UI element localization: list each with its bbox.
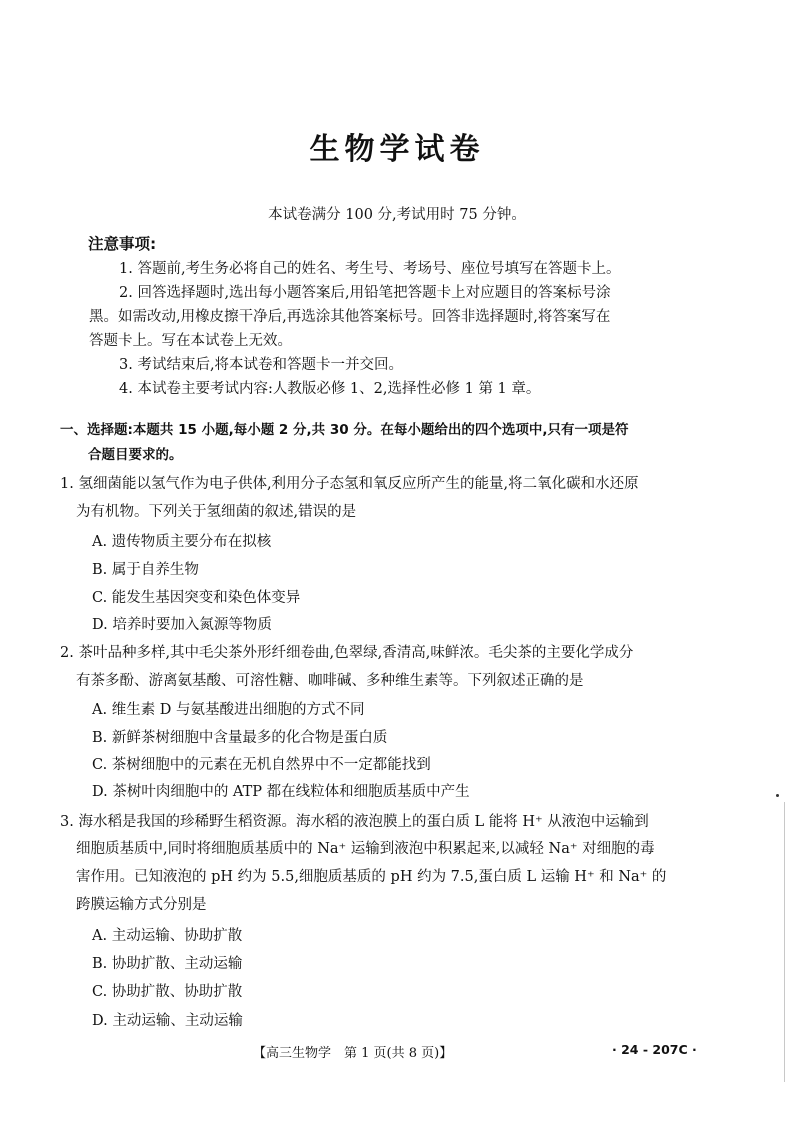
notice-line-6: 4. 本试卷主要考试内容:人教版必修 1、2,选择性必修 1 第 1 章。	[119, 381, 541, 397]
question-stem: 细胞质基质中,同时将细胞质基质中的 Na⁺ 运输到液泡中积累起来,以减轻 Na⁺ 对细胞的毒	[76, 841, 655, 857]
notice-heading: 注意事项:	[88, 235, 157, 253]
option-a: A. 遗传物质主要分布在拟核	[92, 534, 272, 550]
page-footer: 【高三生物学 第 1 页(共 8 页)】	[253, 1046, 453, 1061]
question-stem: 为有机物。下列关于氢细菌的叙述,错误的是	[76, 504, 357, 520]
question-stem: 跨膜运输方式分别是	[76, 897, 207, 913]
option-a: A. 维生素 D 与氨基酸进出细胞的方式不同	[92, 702, 365, 718]
option-c: C. 茶树细胞中的元素在无机自然界中不一定都能找到	[92, 757, 431, 773]
section-heading: 一、选择题:本题共 15 小题,每小题 2 分,共 30 分。在每小题给出的四个选项中,只有一项是符	[60, 422, 629, 438]
exam-code: · 24 - 207C ·	[612, 1042, 697, 1057]
option-d: D. 培养时要加入氮源等物质	[92, 617, 272, 633]
question-stem: 1. 氢细菌能以氢气作为电子供体,利用分子态氢和氧反应所产生的能量,将二氧化碳和水还原	[60, 476, 639, 492]
option-b: B. 属于自养生物	[92, 562, 199, 578]
option-c: C. 协助扩散、协助扩散	[92, 984, 243, 1000]
option-b: B. 新鲜茶树细胞中含量最多的化合物是蛋白质	[92, 730, 388, 746]
notice-line-4: 答题卡上。写在本试卷上无效。	[89, 333, 292, 349]
option-b: B. 协助扩散、主动运输	[92, 956, 243, 972]
option-c: C. 能发生基因突变和染色体变异	[92, 590, 301, 606]
page-title: 生物学试卷	[309, 132, 485, 167]
question-stem: 3. 海水稻是我国的珍稀野生稻资源。海水稻的液泡膜上的蛋白质 L 能将 H⁺ 从液泡中运输到	[60, 814, 649, 830]
option-d: D. 茶树叶肉细胞中的 ATP 都在线粒体和细胞质基质中产生	[92, 784, 470, 800]
question-stem: 害作用。已知液泡的 pH 约为 5.5,细胞质基质的 pH 约为 7.5,蛋白质 L 运输 H⁺ 和 Na⁺ 的	[76, 869, 667, 885]
option-d: D. 主动运输、主动运输	[92, 1013, 243, 1029]
question-stem: 2. 茶叶品种多样,其中毛尖茶外形纤细卷曲,色翠绿,香清高,味鲜浓。毛尖茶的主要化学成分	[60, 645, 634, 661]
section-heading-cont: 合题目要求的。	[88, 447, 183, 463]
notice-line-1: 1. 答题前,考生务必将自己的姓名、考生号、考场号、座位号填写在答题卡上。	[119, 261, 621, 277]
notice-line-5: 3. 考试结束后,将本试卷和答题卡一并交回。	[119, 357, 404, 373]
scan-speck	[776, 794, 779, 797]
option-a: A. 主动运输、协助扩散	[92, 928, 243, 944]
scan-edge-line	[784, 802, 785, 1082]
exam-info: 本试卷满分 100 分,考试用时 75 分钟。	[268, 207, 526, 223]
question-stem: 有茶多酚、游离氨基酸、可溶性糖、咖啡碱、多种维生素等。下列叙述正确的是	[76, 673, 584, 689]
notice-line-2: 2. 回答选择题时,选出每小题答案后,用铅笔把答题卡上对应题目的答案标号涂	[119, 285, 611, 301]
notice-line-3: 黑。如需改动,用橡皮擦干净后,再选涂其他答案标号。回答非选择题时,将答案写在	[89, 309, 611, 325]
